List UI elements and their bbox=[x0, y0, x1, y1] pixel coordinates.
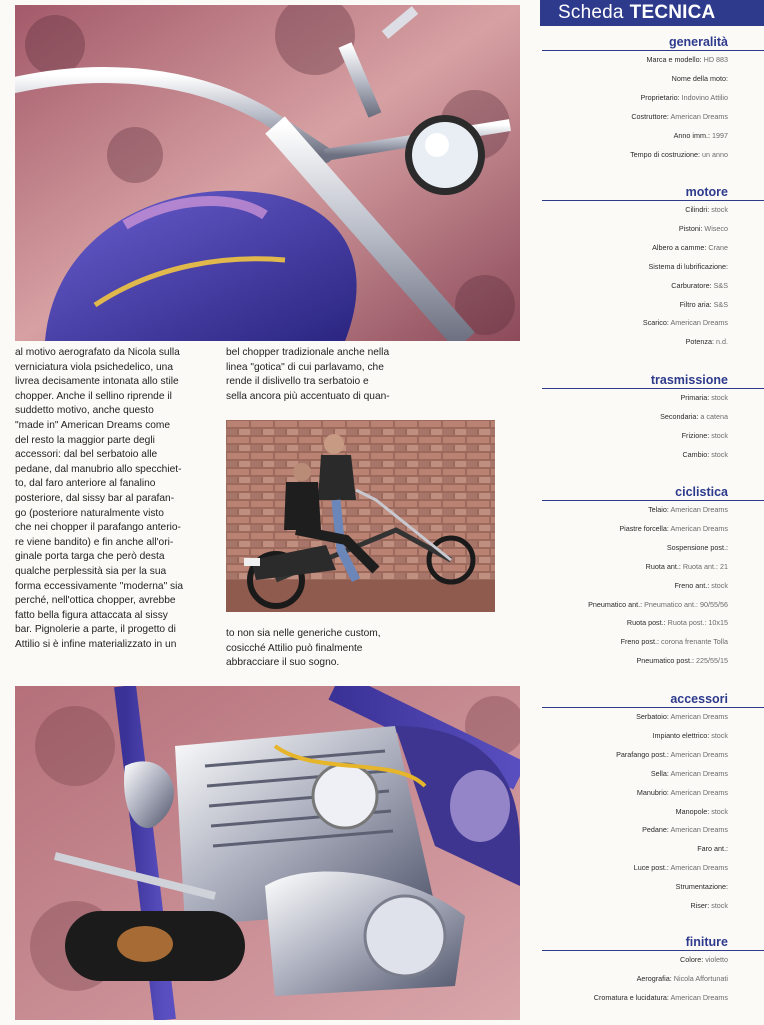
spec-row bbox=[538, 296, 764, 315]
spec-row bbox=[538, 821, 764, 840]
spec-label: Cilindri: bbox=[685, 205, 710, 214]
spec-label: Manopole: bbox=[675, 806, 710, 816]
photo-handlebars bbox=[15, 5, 520, 341]
spec-label: Potenza: bbox=[685, 337, 714, 347]
spec-value: stock bbox=[711, 580, 728, 590]
spec-label: Manubrio: bbox=[636, 787, 669, 797]
spec-row bbox=[538, 897, 764, 916]
spec-label: Parafango post.: bbox=[616, 749, 669, 759]
spec-value: Indovino Attilio bbox=[681, 92, 728, 102]
spec-label: Impianto elettrico: bbox=[652, 730, 710, 740]
spec-label: Pneumatico post.: bbox=[636, 656, 695, 666]
spec-value: Nicola Affortunati bbox=[673, 973, 728, 983]
article-column-2-top: bel chopper tradizionale anche nella linea "gotica" di cui parlavamo, che rende il dislivello tra serbatoio e sella ancora più accentuato di quan- bbox=[226, 347, 390, 402]
spec-label: Colore: bbox=[680, 955, 704, 964]
spec-row bbox=[538, 558, 764, 577]
spec-value: American Dreams bbox=[670, 825, 728, 835]
spec-value: Ruota post.: 10x15 bbox=[667, 618, 728, 628]
spec-row bbox=[538, 146, 764, 165]
spec-label: Pneumatico ant.: bbox=[588, 599, 643, 609]
spec-label: Aerografia: bbox=[636, 973, 672, 983]
spec-value: stock bbox=[711, 449, 728, 459]
spec-value: un anno bbox=[702, 149, 728, 159]
spec-value: 1997 bbox=[712, 130, 728, 140]
spec-label: Cambio: bbox=[682, 449, 710, 459]
spec-row bbox=[538, 333, 764, 352]
spec-value: stock bbox=[711, 430, 728, 440]
spec-row bbox=[538, 989, 764, 1008]
spec-label: Proprietario: bbox=[640, 92, 680, 102]
spec-value: stock bbox=[711, 393, 728, 402]
spec-label: Pistoni: bbox=[678, 223, 703, 233]
spec-label: Serbatoio: bbox=[636, 712, 669, 721]
spec-row bbox=[538, 633, 764, 652]
spec-label: Ruota ant.: bbox=[645, 561, 681, 571]
spec-value: S&S bbox=[713, 280, 728, 290]
spec-label: Sella: bbox=[650, 768, 669, 778]
spec-value: American Dreams bbox=[670, 318, 728, 328]
spec-label: Riser: bbox=[690, 901, 710, 911]
spec-label: Nome della moto: bbox=[671, 73, 728, 83]
spec-row bbox=[538, 539, 764, 558]
spec-row bbox=[538, 408, 764, 427]
spec-label: Strumentazione: bbox=[675, 882, 728, 892]
section-accessori bbox=[538, 692, 764, 916]
spec-value: American Dreams bbox=[670, 111, 728, 121]
spec-row bbox=[538, 89, 764, 108]
spec-value: n.d. bbox=[716, 337, 728, 347]
spec-label: Luce post.: bbox=[633, 863, 669, 873]
spec-row bbox=[538, 108, 764, 127]
section-generalit bbox=[538, 35, 764, 164]
section-title: finiture bbox=[542, 935, 764, 951]
spec-value: violetto bbox=[705, 955, 728, 964]
spec-row bbox=[538, 127, 764, 146]
spec-row bbox=[538, 803, 764, 822]
spec-label: Sospensione post.: bbox=[666, 542, 728, 552]
spec-row bbox=[538, 201, 764, 220]
spec-row bbox=[538, 220, 764, 239]
sheet-header bbox=[540, 0, 764, 26]
spec-row bbox=[538, 501, 764, 520]
spec-row bbox=[538, 878, 764, 897]
spec-row bbox=[538, 784, 764, 803]
spec-label: Cromatura e lucidatura: bbox=[593, 992, 669, 1002]
spec-label: Piastre forcella: bbox=[619, 523, 669, 533]
spec-label: Filtro aria: bbox=[679, 299, 712, 309]
spec-value: American Dreams bbox=[670, 787, 728, 797]
spec-row bbox=[538, 277, 764, 296]
spec-value: 225/55/15 bbox=[696, 656, 728, 666]
spec-row bbox=[538, 708, 764, 727]
spec-label: Freno ant.: bbox=[674, 580, 710, 590]
spec-row bbox=[538, 577, 764, 596]
spec-value: stock bbox=[711, 205, 728, 214]
section-finiture bbox=[538, 935, 764, 1008]
sheet-title-word1: Scheda bbox=[558, 2, 624, 23]
spec-row bbox=[538, 446, 764, 465]
spec-value: stock bbox=[711, 730, 728, 740]
spec-value: American Dreams bbox=[670, 505, 728, 514]
section-ciclistica bbox=[538, 485, 764, 671]
spec-row bbox=[538, 727, 764, 746]
spec-label: Albero a camme: bbox=[652, 242, 707, 252]
spec-label: Marca e modello: bbox=[646, 55, 702, 64]
spec-value: a catena bbox=[700, 411, 728, 421]
spec-value: Pneumatico ant.: 90/55/56 bbox=[644, 599, 728, 609]
spec-row bbox=[538, 239, 764, 258]
spec-label: Primaria: bbox=[680, 393, 710, 402]
section-trasmissione bbox=[538, 373, 764, 465]
spec-row bbox=[538, 746, 764, 765]
spec-row bbox=[538, 614, 764, 633]
spec-row bbox=[538, 596, 764, 615]
photo-engine bbox=[15, 686, 520, 1020]
spec-value: American Dreams bbox=[670, 863, 728, 873]
spec-value: American Dreams bbox=[670, 712, 728, 721]
spec-row bbox=[538, 840, 764, 859]
spec-label: Pedane: bbox=[642, 825, 669, 835]
spec-label: Carburatore: bbox=[671, 280, 712, 290]
spec-label: Telaio: bbox=[648, 505, 669, 514]
spec-label: Secondaria: bbox=[660, 411, 699, 421]
technical-sheet bbox=[538, 0, 764, 1025]
spec-value: American Dreams bbox=[670, 749, 728, 759]
spec-value: stock bbox=[711, 901, 728, 911]
spec-value: S&S bbox=[713, 299, 728, 309]
spec-label: Sistema di lubrificazione: bbox=[648, 261, 728, 271]
spec-row bbox=[538, 970, 764, 989]
spec-value: stock bbox=[711, 806, 728, 816]
spec-row bbox=[538, 51, 764, 70]
spec-row bbox=[538, 520, 764, 539]
section-title: accessori bbox=[542, 692, 764, 708]
spec-row bbox=[538, 652, 764, 671]
spec-label: Ruota post.: bbox=[626, 618, 666, 628]
spec-label: Scarico: bbox=[642, 318, 669, 328]
spec-label: Costruttore: bbox=[631, 111, 669, 121]
spec-value: Wiseco bbox=[704, 223, 728, 233]
spec-value: American Dreams bbox=[670, 992, 728, 1002]
article-column-2-bottom: to non sia nelle generiche custom, cosicché Attilio può finalmente abbracciare il suo sogno. bbox=[226, 628, 381, 669]
spec-row bbox=[538, 859, 764, 878]
spec-label: Freno post.: bbox=[620, 637, 659, 647]
spec-row bbox=[538, 314, 764, 333]
spec-label: Faro ant.: bbox=[697, 844, 728, 854]
section-title: generalità bbox=[542, 35, 764, 51]
spec-label: Anno imm.: bbox=[673, 130, 710, 140]
section-motore bbox=[538, 185, 764, 352]
spec-value: American Dreams bbox=[670, 523, 728, 533]
spec-value: Crane bbox=[708, 242, 728, 252]
photo-riders bbox=[226, 420, 495, 612]
article-column-1: al motivo aerografato da Nicola sulla verniciatura viola psichedelico, una livrea decisamente intonata allo stile chopper. Anche il sellino riprende il suddetto motivo, anche questo "made in" American Dreams come del resto la maggior parte degli accessori: dal bel serbatoio alle pedane, dal manubrio allo specchiet- to, dal faro anteriore al fanalino posteriore, dal sissy bar al parafan- go (posteriore naturalmente visto che nei chopper il parafango anterio- re viene bandito) e fin anche all'ori- ginale porta targa che però desta qualche perplessità sia per la sua forma eccessivamente "moderna" sia perché, nell'ottica chopper, avrebbe fatto bella figura attaccata al sissy bar. Pignolerie a parte, il progetto di Attilio si è infine materializzato in un bbox=[15, 347, 184, 650]
section-title: ciclistica bbox=[542, 485, 764, 501]
spec-label: Frizione: bbox=[681, 430, 710, 440]
spec-value: HD 883 bbox=[703, 55, 728, 64]
sheet-title-word2: TECNICA bbox=[629, 2, 716, 23]
section-title: trasmissione bbox=[542, 373, 764, 389]
section-title: motore bbox=[542, 185, 764, 201]
spec-value: American Dreams bbox=[670, 768, 728, 778]
spec-row bbox=[538, 427, 764, 446]
spec-row bbox=[538, 389, 764, 408]
spec-label: Tempo di costruzione: bbox=[630, 149, 701, 159]
spec-row bbox=[538, 951, 764, 970]
spec-value: Ruota ant.: 21 bbox=[682, 561, 728, 571]
spec-row bbox=[538, 258, 764, 277]
spec-value: corona frenante Tolla bbox=[661, 637, 728, 647]
spec-row bbox=[538, 70, 764, 89]
spec-row bbox=[538, 765, 764, 784]
